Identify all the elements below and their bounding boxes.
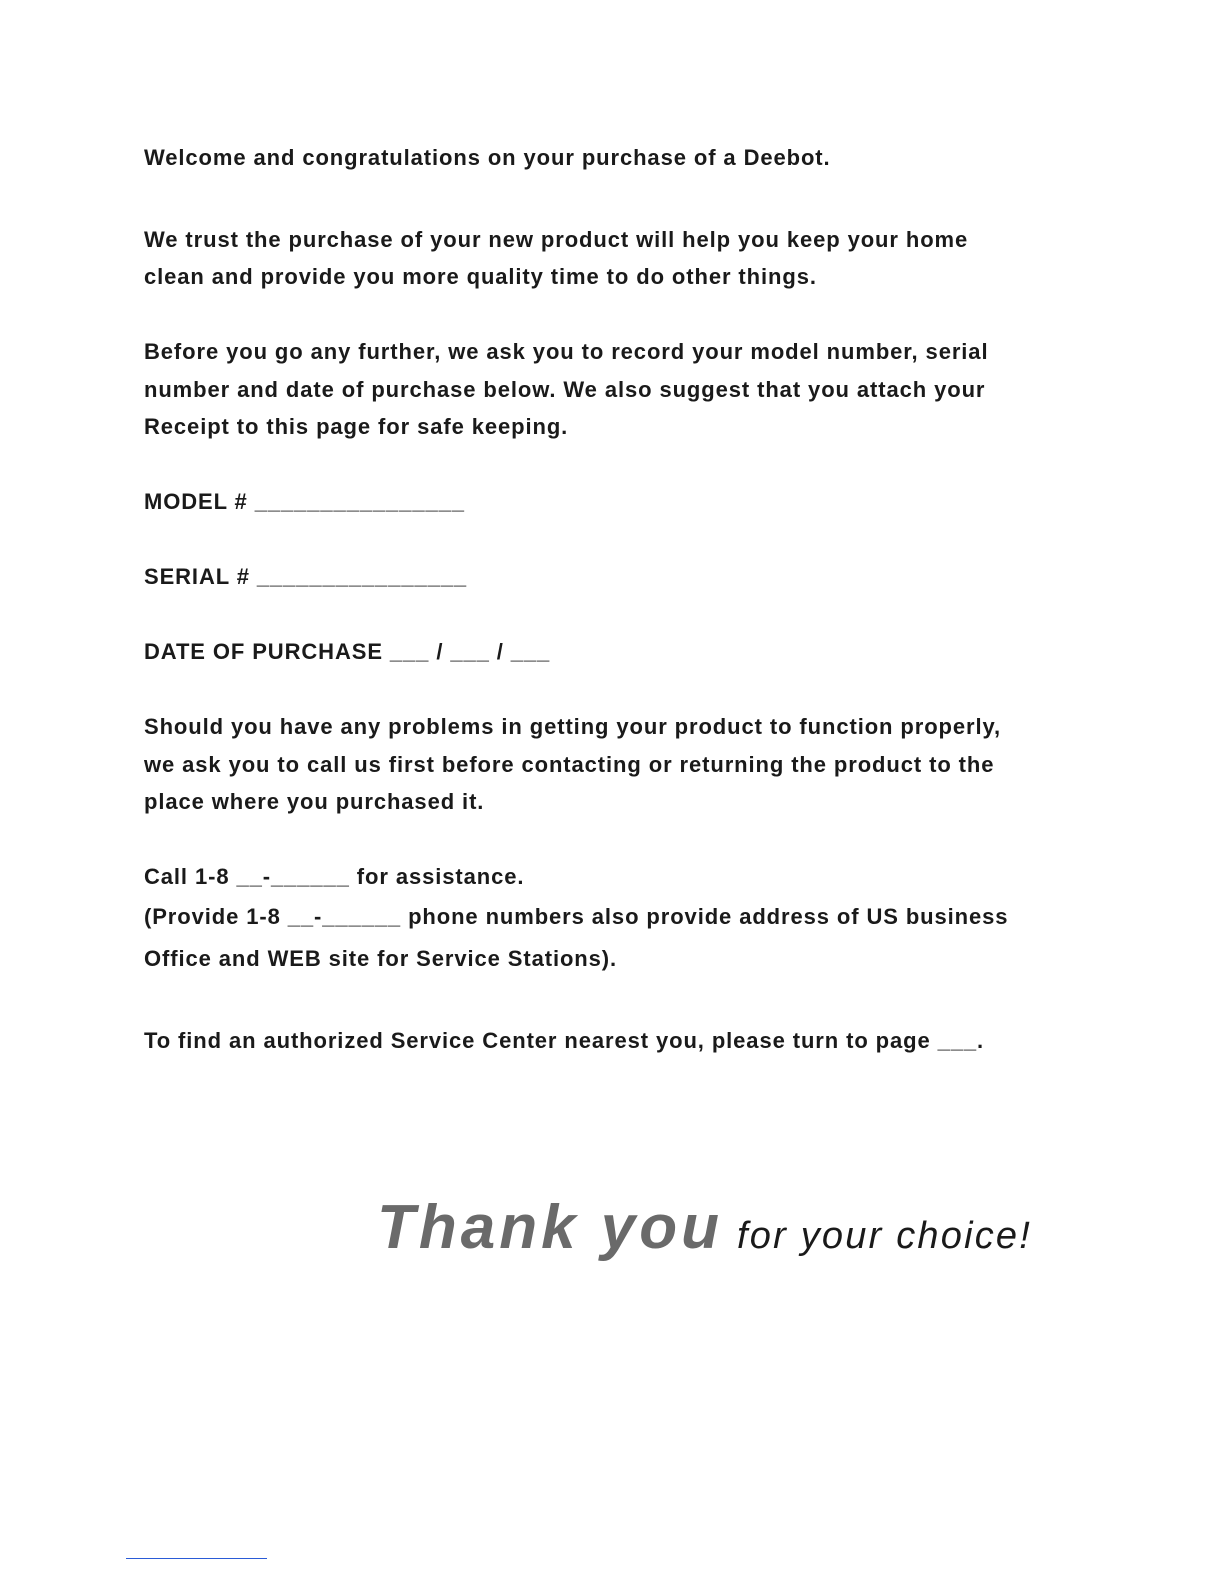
thank-you-banner [377, 1192, 1032, 1263]
date-of-purchase-field: DATE OF PURCHASE ___ / ___ / ___ [144, 639, 551, 664]
thank-you-heading: Thank you [377, 1193, 724, 1262]
trust-line-2: clean and provide you more quality time to do other things. [144, 264, 817, 289]
welcome-text: Welcome and congratulations on your purchase of a Deebot. [144, 145, 831, 170]
call-assistance-text: Call 1-8 __-______ for assistance. [144, 864, 525, 889]
record-line-3: Receipt to this page for safe keeping. [144, 414, 569, 439]
model-number-field: MODEL # ________________ [144, 489, 465, 514]
problems-line-1: Should you have any problems in getting your product to function properly, [144, 714, 1001, 739]
record-line-1: Before you go any further, we ask you to record your model number, serial [144, 339, 989, 364]
footer-rule [126, 1558, 267, 1559]
problems-line-3: place where you purchased it. [144, 789, 485, 814]
provide-line-1: (Provide 1-8 __-______ phone numbers also provide address of US business [144, 904, 1009, 929]
service-center-text: To find an authorized Service Center nearest you, please turn to page ___. [144, 1028, 985, 1053]
problems-line-2: we ask you to call us first before contacting or returning the product to the [144, 752, 995, 777]
provide-line-2: Office and WEB site for Service Stations). [144, 946, 618, 971]
thank-you-subtext: for your choice! [737, 1215, 1033, 1257]
serial-number-field: SERIAL # ________________ [144, 564, 468, 589]
record-line-2: number and date of purchase below. We also suggest that you attach your [144, 377, 986, 402]
trust-line-1: We trust the purchase of your new product will help you keep your home [144, 227, 969, 252]
